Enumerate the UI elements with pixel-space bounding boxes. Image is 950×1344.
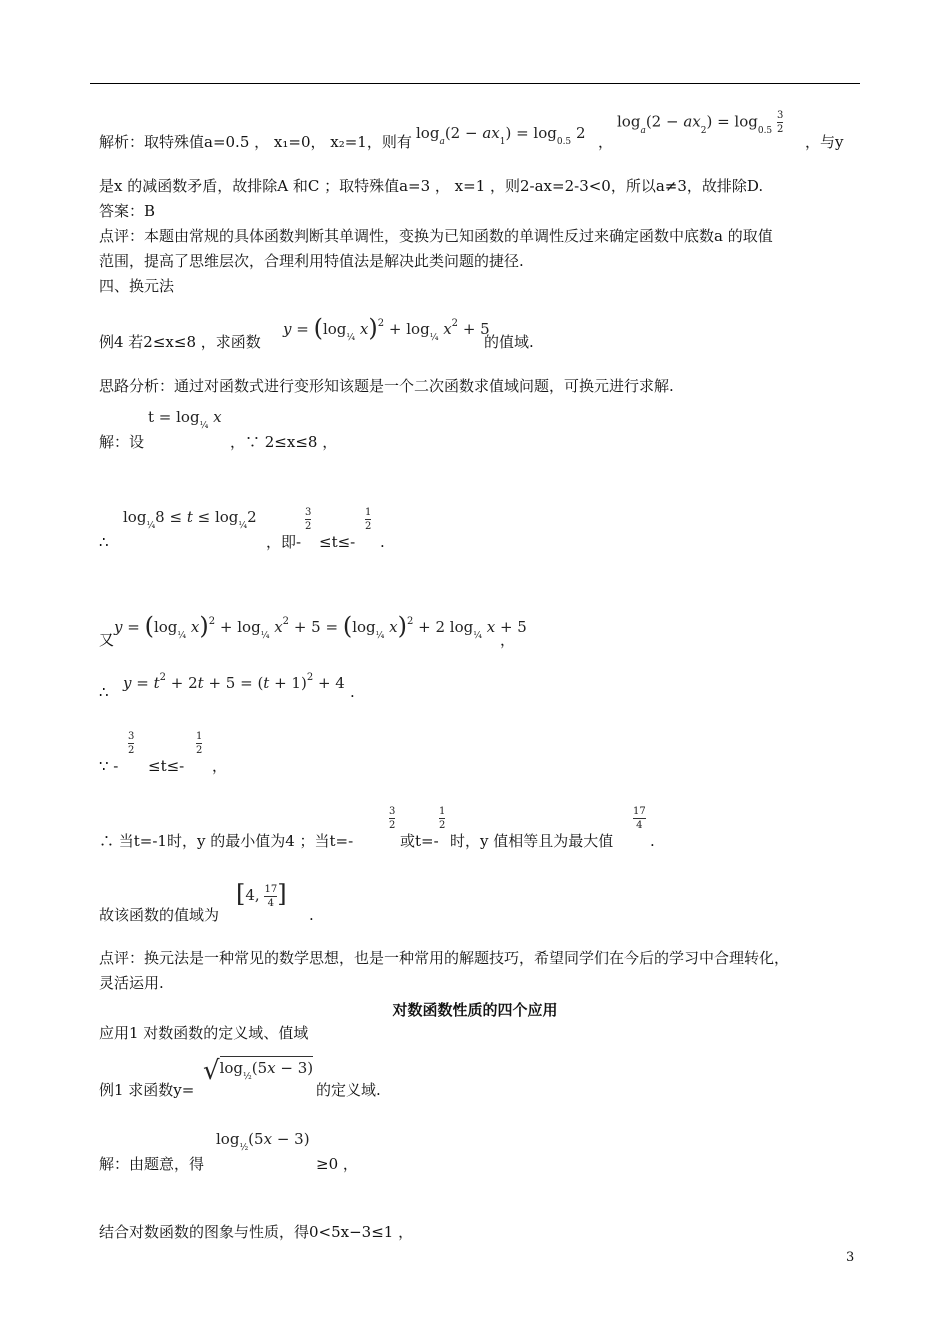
text-segment: 四、换元法: [99, 277, 175, 295]
text-segment: .: [380, 533, 385, 551]
text-segment: .: [650, 832, 655, 850]
text-or: [400, 832, 439, 850]
numerator: 3: [128, 731, 135, 742]
text-domain: [316, 1081, 381, 1099]
text-segment: ∵ -: [99, 757, 119, 775]
math-log-a-x2: $\log_a(2 - ax_2) = \log_{0.5}$ $\frac{3}{2}$: [617, 110, 784, 136]
numerator: 17: [264, 883, 278, 895]
text-geq-zero: [316, 1155, 358, 1173]
range-line: [99, 906, 219, 924]
fraction-3-2: [305, 507, 311, 532]
numerator: 3: [305, 507, 312, 518]
answer-line: [99, 202, 155, 220]
therefore-line-3: [99, 832, 353, 850]
application-1-heading: [99, 1024, 308, 1042]
math-t-def: $t = \log_{\frac{1}{4}} x$: [148, 408, 222, 431]
conclusion-line: [99, 1223, 413, 1241]
example-4-line: [99, 333, 261, 351]
text-segment: 点评：本题由常规的具体函数判断其单调性，变换为已知函数的单调性反过来确定函数中底数a 的取值: [99, 227, 773, 245]
math-log-a-x1: $\log_a(2 - ax_1) = \log_{0.5} 2$: [416, 124, 586, 147]
also-line: [99, 631, 114, 649]
text-segment: 的定义域.: [316, 1081, 381, 1099]
text-segment: 故该函数的值域为: [99, 906, 220, 924]
math-function-y: $y = (\log_{\frac{1}{4}}$ $x)^2 + \log_{\frac{1}{4}} x^2 + 5$: [283, 314, 490, 343]
text-line-2: [99, 177, 763, 195]
text-max: [450, 832, 613, 850]
text-segment: 思路分析：通过对函数式进行变形知该题是一个二次函数求值域问题，可换元进行求解.: [99, 377, 674, 395]
text-segment: ∴: [99, 683, 109, 701]
text-segment: ≤t≤-: [319, 533, 356, 551]
denominator: 2: [305, 521, 312, 532]
comment-2-line-1: [99, 949, 789, 967]
numerator: 17: [633, 806, 646, 817]
comment-line-2: [99, 252, 524, 270]
numerator: 3: [776, 110, 784, 121]
text-period-3: [650, 832, 655, 850]
denominator: 2: [439, 820, 446, 831]
text-comma-3: [212, 757, 227, 775]
text-segment: ，: [500, 631, 516, 649]
text-segment: 时，y 值相等且为最大值: [450, 832, 614, 850]
text-period-4: [309, 906, 314, 924]
therefore-line-1: [99, 533, 109, 551]
fraction-1-2-c: [439, 806, 445, 831]
text-condition: [230, 433, 337, 451]
text-segment: 或t=-: [400, 832, 439, 850]
denominator: 2: [365, 521, 372, 532]
denominator: 2: [389, 820, 396, 831]
numerator: 1: [365, 507, 372, 518]
text-segment: 的值域.: [484, 333, 534, 351]
text-range: [484, 333, 534, 351]
denominator: 4: [267, 897, 275, 909]
text-segment: 灵活运用.: [99, 974, 164, 992]
text-segment: ，: [212, 757, 228, 775]
fraction-3-2-c: [389, 806, 395, 831]
fraction-1-2: [365, 507, 371, 532]
text-comma-2: [500, 631, 515, 649]
solution-line: [99, 433, 144, 451]
text-segment: .: [350, 683, 355, 701]
text-segment: ，即-: [266, 533, 302, 551]
text-segment: 解：设: [99, 433, 145, 451]
math-sqrt: $√\log_{\frac{1}{2}}(5x - 3)$: [203, 1056, 314, 1086]
math-quadratic: $y = t^2 + 2t + 5 = (t + 1)^2 + 4$: [123, 672, 345, 692]
page-number: 3: [846, 1250, 855, 1265]
text-t-range-2: [148, 757, 184, 775]
text-segment: ，: [598, 133, 614, 151]
text-segment: ，∵ 2≤x≤8 ，: [230, 433, 338, 451]
text-segment: 解：由题意，得: [99, 1155, 205, 1173]
text-segment: 解析：取特殊值a=0.5 ， x₁=0， x₂=1，则有: [99, 133, 412, 151]
math-log-half: $\log_{\frac{1}{2}}(5x - 3)$: [216, 1130, 310, 1153]
numerator: 1: [439, 806, 446, 817]
text-line-1: [99, 133, 412, 151]
text-segment: 答案：B: [99, 202, 156, 220]
text-t-range: [319, 533, 355, 551]
math-t-bounds: $\log_{\frac{1}{4}}8 \le t \le \log_{\frac{1}{4}}2$: [123, 508, 257, 531]
text-segment: 应用1 对数函数的定义域、值域: [99, 1024, 309, 1042]
analysis-line: [99, 377, 674, 395]
text-period: [380, 533, 385, 551]
text-segment: 例4 若2≤x≤8 ，求函数: [99, 333, 261, 351]
text-segment: 范围，提高了思维层次，合理利用特值法是解决此类问题的捷径.: [99, 252, 524, 270]
text-segment: ∴: [99, 533, 109, 551]
therefore-line-2: [99, 683, 109, 701]
text-segment: 点评：换元法是一种常见的数学思想，也是一种常用的解题技巧，希望同学们在今后的学习中合理转化，: [99, 949, 790, 967]
text-segment: ∴ 当t=-1时，y 的最小值为4 ；当t=-: [99, 832, 354, 850]
section-heading: [99, 277, 174, 295]
numerator: 3: [389, 806, 396, 817]
denominator: 2: [128, 745, 135, 756]
text-period-2: [350, 683, 355, 701]
because-line: [99, 757, 118, 775]
example-1-line: [99, 1081, 194, 1099]
comment-2-line-2: [99, 974, 164, 992]
numerator: 1: [196, 731, 203, 742]
solution-2-line: [99, 1155, 204, 1173]
text-segment: 例1 求函数y=: [99, 1081, 195, 1099]
text-segment: ≥0 ，: [316, 1155, 358, 1173]
fraction-17-4: [633, 806, 646, 831]
text-line-1-end: [805, 133, 843, 151]
denominator: 2: [776, 124, 784, 135]
text-comma: [598, 133, 613, 151]
denominator: 4: [636, 820, 643, 831]
text-segment: 又: [99, 631, 115, 649]
text-segment: .: [309, 906, 314, 924]
text-ie: [266, 533, 301, 551]
fraction-1-2-b: [196, 731, 202, 756]
comment-line-1: [99, 227, 773, 245]
text-segment: ，与y: [805, 133, 844, 151]
math-expansion: $y = (\log_{\frac{1}{4}}$ $x)^2 + \log_{\frac{1}{4}} x^2 + 5 = (\log_{\frac{1}{4}}$ x)$^2$ + 2 $\log_{\frac{1}{4}} x + 5$: [114, 612, 527, 641]
fraction-3-2-b: [128, 731, 134, 756]
math-interval: [4, $\frac{17}{4}$ ]: [236, 880, 287, 909]
section-title: 对数函数性质的四个应用: [392, 1001, 558, 1019]
text-segment: ≤t≤-: [148, 757, 185, 775]
denominator: 2: [196, 745, 203, 756]
header-rule: [90, 83, 860, 84]
text-segment: 是x 的减函数矛盾，故排除A 和C ；取特殊值a=3 ， x=1 ，则2-ax=2-3<0，所以a≠3，故排除D.: [99, 177, 764, 195]
text-segment: 结合对数函数的图象与性质，得0<5x−3≤1 ，: [99, 1223, 414, 1241]
